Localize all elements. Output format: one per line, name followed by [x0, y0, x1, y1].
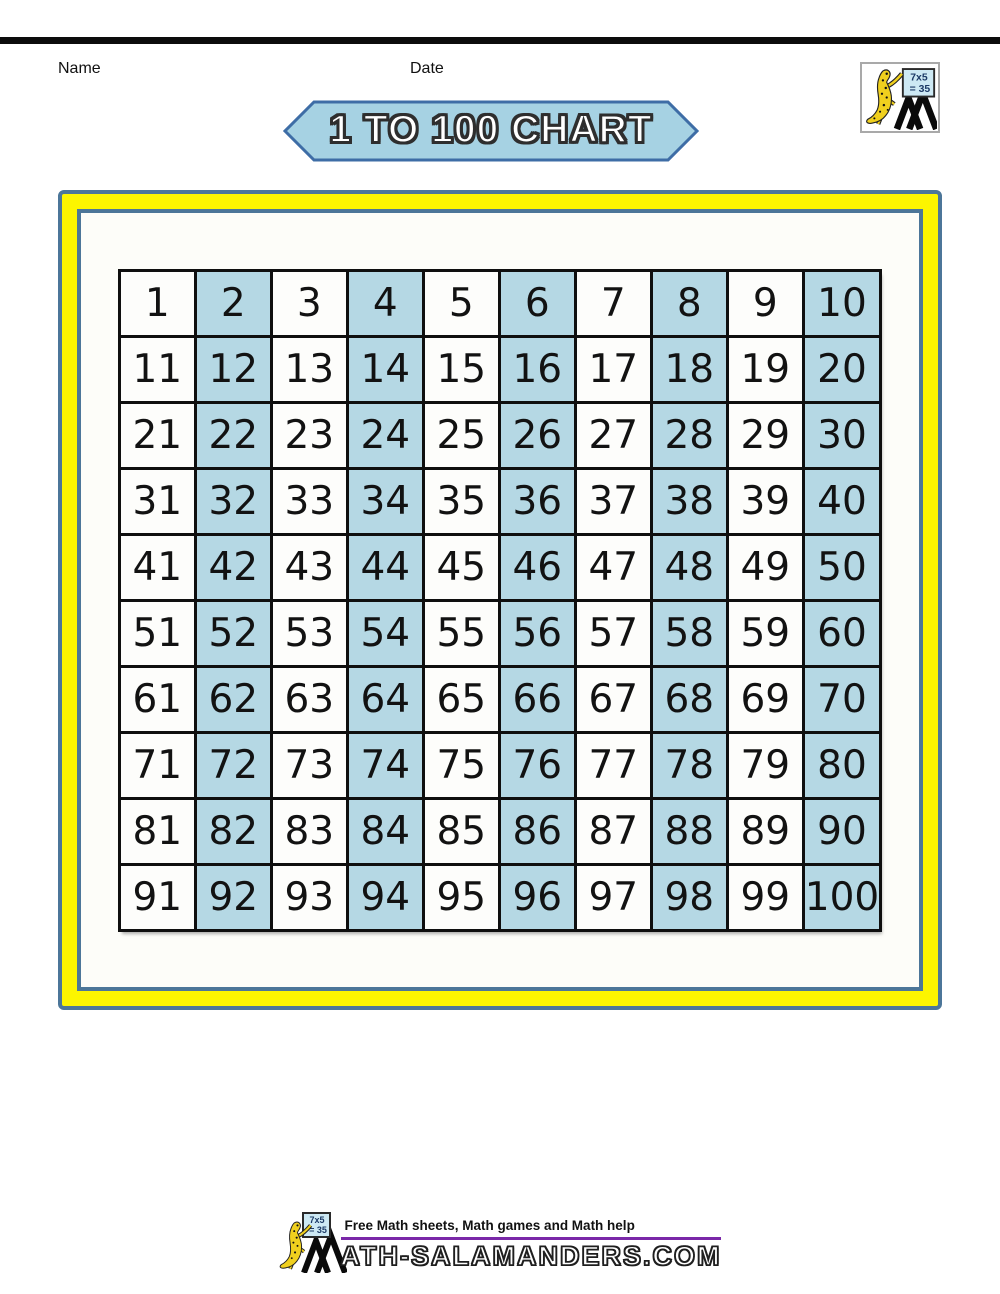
- grid-cell-94: 94: [347, 864, 423, 930]
- grid-cell-13: 13: [271, 336, 347, 402]
- grid-cell-7: 7: [575, 270, 651, 336]
- grid-cell-59: 59: [727, 600, 803, 666]
- grid-cell-44: 44: [347, 534, 423, 600]
- grid-cell-8: 8: [651, 270, 727, 336]
- grid-cell-85: 85: [423, 798, 499, 864]
- grid-cell-79: 79: [727, 732, 803, 798]
- grid-cell-97: 97: [575, 864, 651, 930]
- grid-cell-10: 10: [803, 270, 880, 336]
- grid-cell-93: 93: [271, 864, 347, 930]
- grid-cell-35: 35: [423, 468, 499, 534]
- grid-cell-83: 83: [271, 798, 347, 864]
- grid-cell-40: 40: [803, 468, 880, 534]
- grid-cell-17: 17: [575, 336, 651, 402]
- grid-cell-18: 18: [651, 336, 727, 402]
- board-equation-line1: 7x5: [308, 1215, 325, 1225]
- grid-cell-15: 15: [423, 336, 499, 402]
- grid-cell-61: 61: [119, 666, 195, 732]
- grid-cell-80: 80: [803, 732, 880, 798]
- grid-cell-84: 84: [347, 798, 423, 864]
- grid-cell-70: 70: [803, 666, 880, 732]
- grid-row: [119, 666, 880, 732]
- board-equation-line2: = 35: [308, 1225, 327, 1235]
- grid-cell-43: 43: [271, 534, 347, 600]
- m-logo-icon: [910, 94, 935, 126]
- grid-cell-53: 53: [271, 600, 347, 666]
- footer-site-link[interactable]: ATH-SALAMANDERS.COM: [340, 1241, 722, 1271]
- grid-cell-36: 36: [499, 468, 575, 534]
- title-banner: [283, 100, 699, 162]
- grid-cell-60: 60: [803, 600, 880, 666]
- grid-cell-1: 1: [119, 270, 195, 336]
- number-grid: [118, 269, 882, 932]
- grid-cell-31: 31: [119, 468, 195, 534]
- grid-cell-67: 67: [575, 666, 651, 732]
- footer-text-block: [341, 1218, 722, 1273]
- grid-cell-78: 78: [651, 732, 727, 798]
- grid-row: [119, 600, 880, 666]
- grid-cell-32: 32: [195, 468, 271, 534]
- grid-cell-98: 98: [651, 864, 727, 930]
- grid-cell-38: 38: [651, 468, 727, 534]
- top-divider-rule: [0, 37, 1000, 44]
- grid-cell-88: 88: [651, 798, 727, 864]
- grid-cell-39: 39: [727, 468, 803, 534]
- footer: [0, 1210, 1000, 1273]
- grid-cell-65: 65: [423, 666, 499, 732]
- grid-cell-41: 41: [119, 534, 195, 600]
- salamander-icon: [867, 70, 902, 124]
- grid-cell-9: 9: [727, 270, 803, 336]
- page-title: 1 TO 100 CHART: [329, 108, 653, 151]
- chart-frame: [58, 190, 942, 1010]
- grid-cell-92: 92: [195, 864, 271, 930]
- footer-tagline: Free Math sheets, Math games and Math help: [341, 1218, 722, 1240]
- grid-cell-28: 28: [651, 402, 727, 468]
- grid-cell-71: 71: [119, 732, 195, 798]
- grid-cell-24: 24: [347, 402, 423, 468]
- grid-cell-81: 81: [119, 798, 195, 864]
- grid-cell-42: 42: [195, 534, 271, 600]
- grid-cell-91: 91: [119, 864, 195, 930]
- grid-cell-48: 48: [651, 534, 727, 600]
- grid-cell-37: 37: [575, 468, 651, 534]
- grid-cell-87: 87: [575, 798, 651, 864]
- grid-cell-63: 63: [271, 666, 347, 732]
- board-equation-line2: = 35: [909, 83, 931, 95]
- grid-row: [119, 864, 880, 930]
- grid-cell-49: 49: [727, 534, 803, 600]
- grid-cell-50: 50: [803, 534, 880, 600]
- grid-cell-45: 45: [423, 534, 499, 600]
- grid-cell-95: 95: [423, 864, 499, 930]
- grid-row: [119, 798, 880, 864]
- grid-cell-30: 30: [803, 402, 880, 468]
- grid-row: [119, 402, 880, 468]
- grid-cell-100: 100: [803, 864, 880, 930]
- grid-cell-23: 23: [271, 402, 347, 468]
- grid-cell-16: 16: [499, 336, 575, 402]
- grid-cell-4: 4: [347, 270, 423, 336]
- grid-cell-69: 69: [727, 666, 803, 732]
- grid-cell-56: 56: [499, 600, 575, 666]
- grid-cell-6: 6: [499, 270, 575, 336]
- grid-cell-25: 25: [423, 402, 499, 468]
- grid-cell-11: 11: [119, 336, 195, 402]
- grid-cell-55: 55: [423, 600, 499, 666]
- grid-cell-22: 22: [195, 402, 271, 468]
- footer-logo-graphic: [279, 1210, 347, 1273]
- grid-cell-75: 75: [423, 732, 499, 798]
- grid-cell-26: 26: [499, 402, 575, 468]
- grid-cell-46: 46: [499, 534, 575, 600]
- grid-cell-47: 47: [575, 534, 651, 600]
- grid-cell-73: 73: [271, 732, 347, 798]
- grid-cell-5: 5: [423, 270, 499, 336]
- grid-cell-19: 19: [727, 336, 803, 402]
- grid-cell-99: 99: [727, 864, 803, 930]
- grid-cell-29: 29: [727, 402, 803, 468]
- grid-cell-90: 90: [803, 798, 880, 864]
- grid-cell-76: 76: [499, 732, 575, 798]
- grid-cell-64: 64: [347, 666, 423, 732]
- chart-frame-inner: [77, 209, 923, 991]
- grid-cell-52: 52: [195, 600, 271, 666]
- grid-row: [119, 468, 880, 534]
- grid-cell-74: 74: [347, 732, 423, 798]
- grid-cell-51: 51: [119, 600, 195, 666]
- grid-cell-2: 2: [195, 270, 271, 336]
- grid-cell-21: 21: [119, 402, 195, 468]
- grid-cell-77: 77: [575, 732, 651, 798]
- grid-cell-68: 68: [651, 666, 727, 732]
- grid-cell-86: 86: [499, 798, 575, 864]
- date-label: Date: [410, 60, 444, 77]
- grid-row: [119, 732, 880, 798]
- grid-row: [119, 336, 880, 402]
- grid-row: [119, 534, 880, 600]
- grid-cell-33: 33: [271, 468, 347, 534]
- grid-cell-82: 82: [195, 798, 271, 864]
- board-equation-line1: 7x5: [910, 72, 928, 84]
- grid-cell-20: 20: [803, 336, 880, 402]
- grid-cell-58: 58: [651, 600, 727, 666]
- corner-logo-graphic: [863, 65, 937, 130]
- math-salamanders-corner-logo: [860, 62, 940, 133]
- name-label: Name: [58, 60, 101, 77]
- grid-cell-72: 72: [195, 732, 271, 798]
- grid-cell-57: 57: [575, 600, 651, 666]
- grid-cell-54: 54: [347, 600, 423, 666]
- grid-cell-62: 62: [195, 666, 271, 732]
- grid-cell-27: 27: [575, 402, 651, 468]
- grid-cell-89: 89: [727, 798, 803, 864]
- grid-cell-96: 96: [499, 864, 575, 930]
- grid-cell-34: 34: [347, 468, 423, 534]
- grid-cell-3: 3: [271, 270, 347, 336]
- grid-row: [119, 270, 880, 336]
- grid-cell-66: 66: [499, 666, 575, 732]
- grid-cell-14: 14: [347, 336, 423, 402]
- grid-cell-12: 12: [195, 336, 271, 402]
